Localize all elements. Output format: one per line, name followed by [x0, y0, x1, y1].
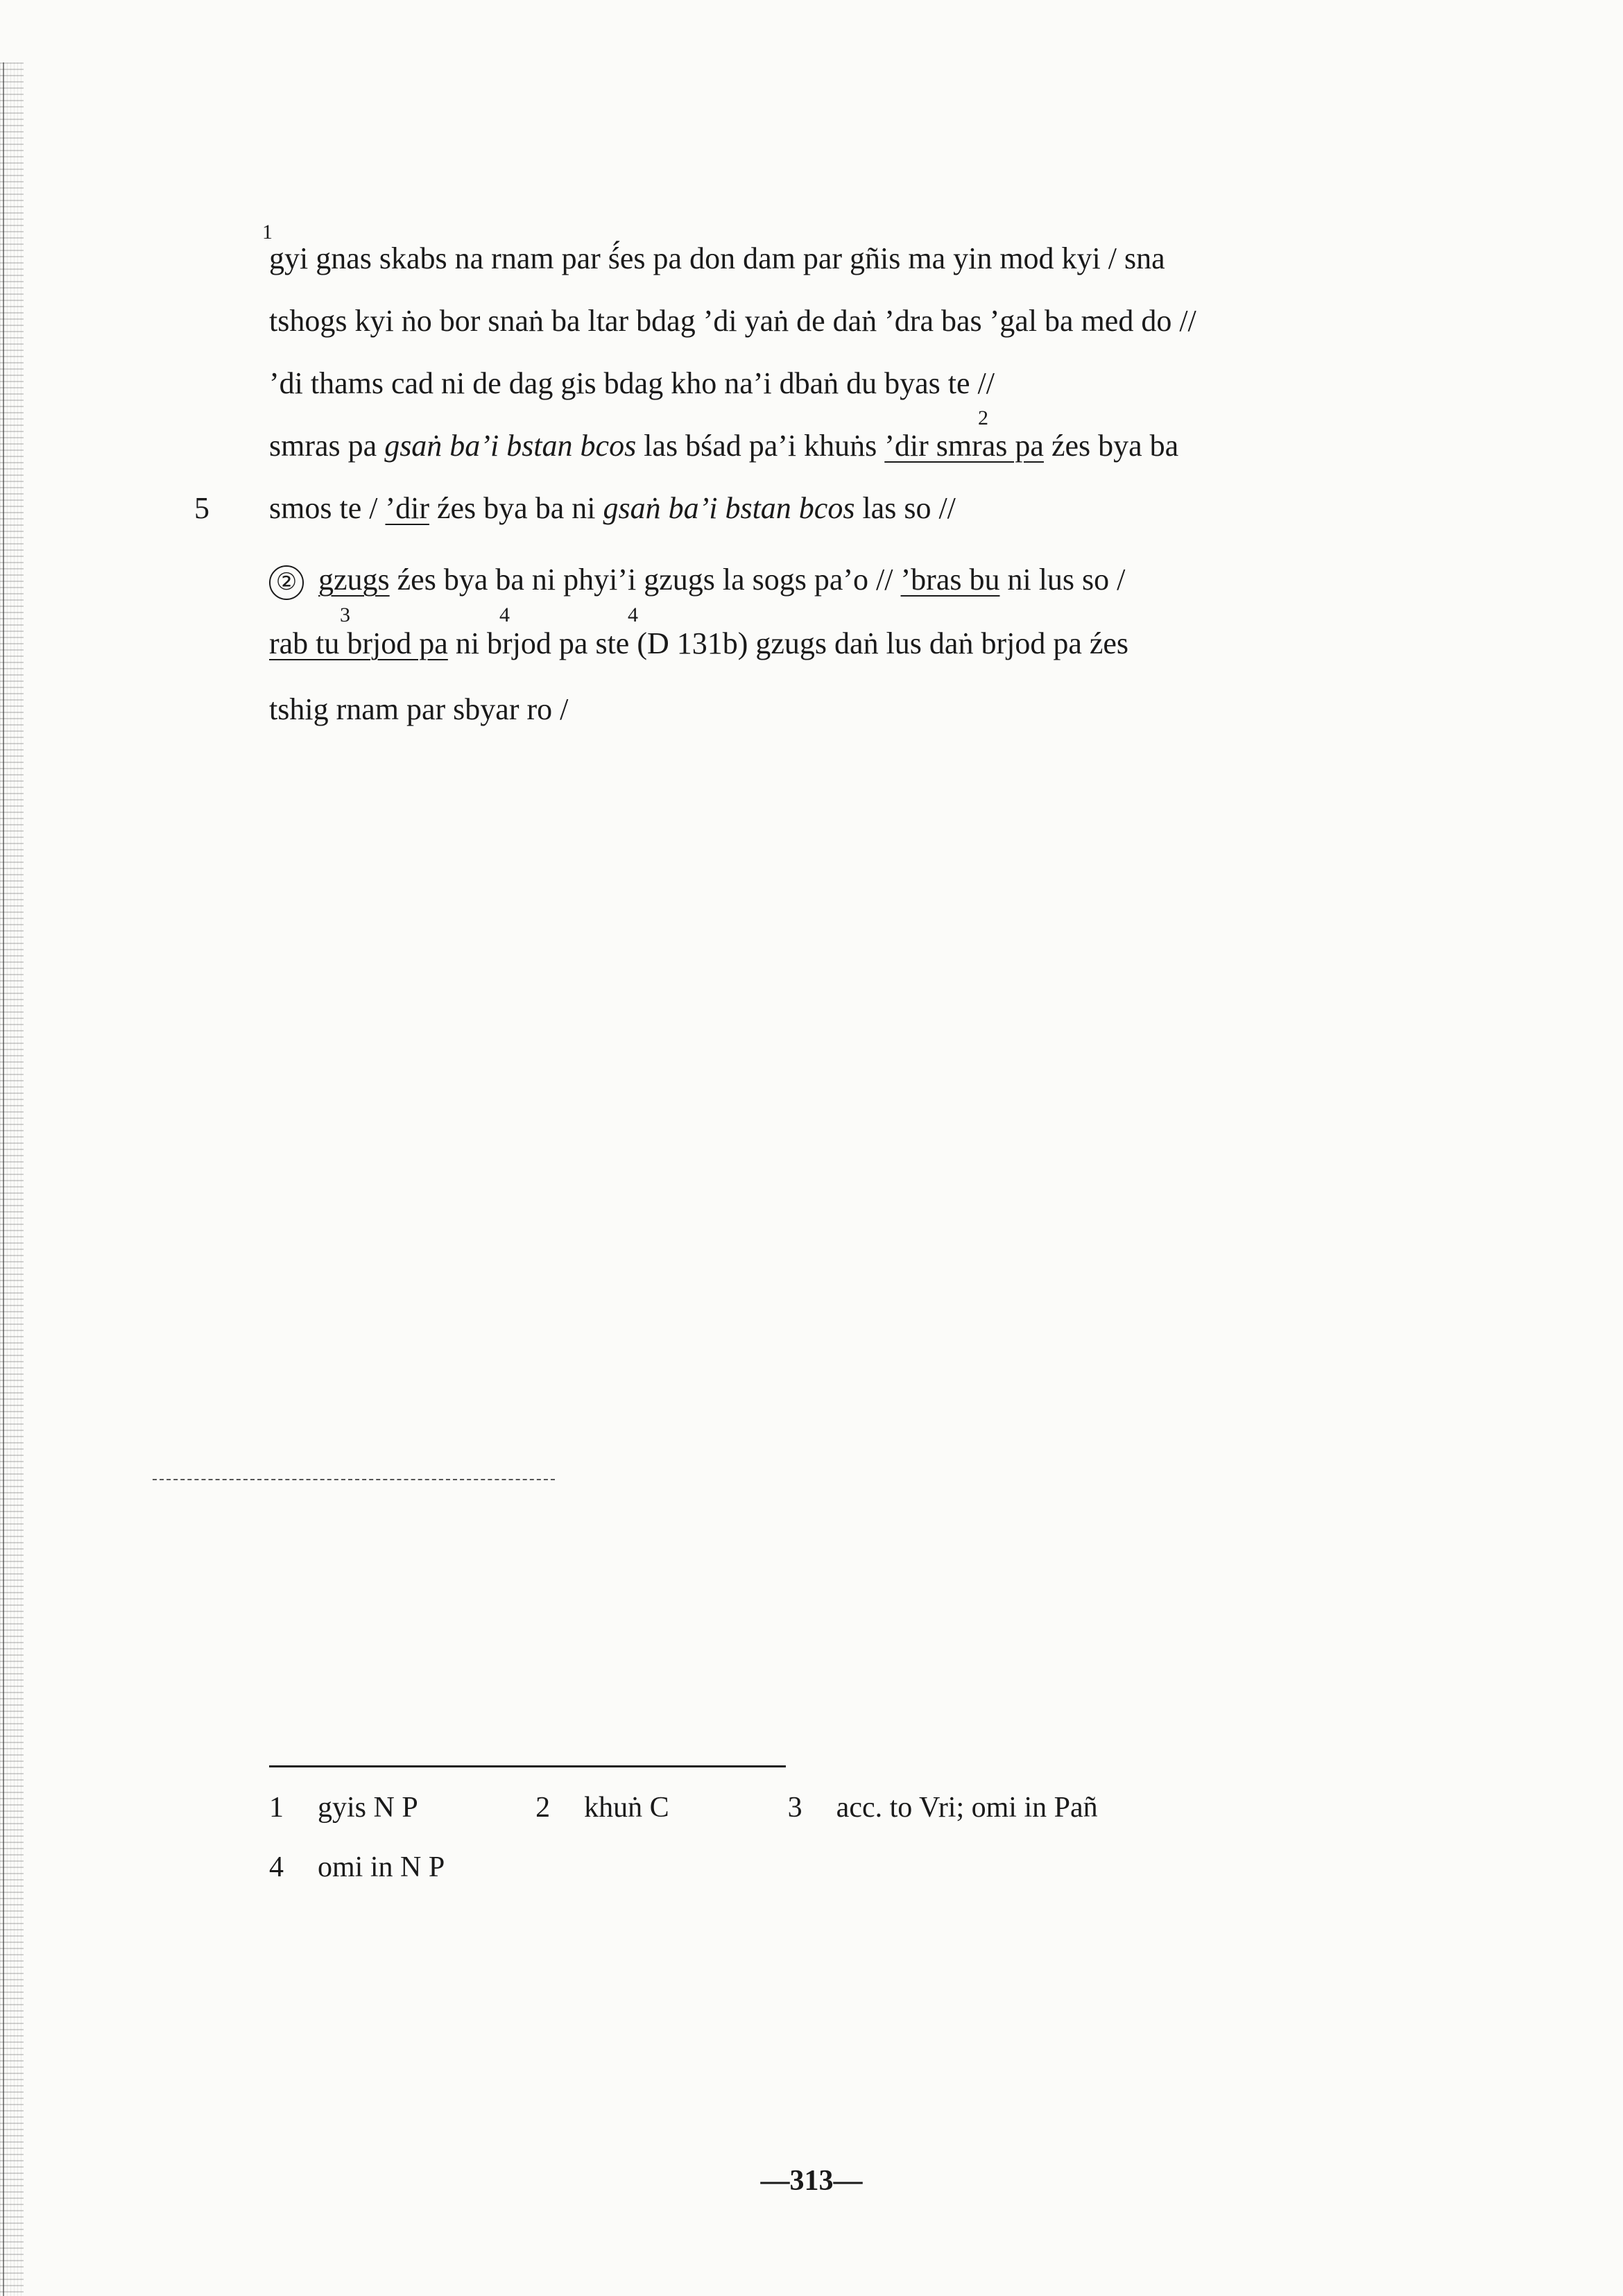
text-segment: ni brjod pa ste (D 131b) gzugs daṅ lus daṅ brjod pa źes: [455, 626, 1129, 660]
text-segment: las so //: [862, 491, 956, 525]
dashed-separator: [153, 1479, 555, 1480]
footnote-row-2: [269, 1849, 445, 1885]
text-segment: źes bya ba: [1051, 429, 1179, 463]
footnote-rule: [269, 1765, 786, 1767]
circled-number: ②: [269, 565, 304, 600]
footnote-number: 2: [535, 1792, 551, 1824]
footnote-ref-4a: 4: [499, 603, 510, 626]
text-line-4: [269, 427, 1178, 465]
text-line-7: [269, 624, 1128, 663]
text-segment: las bśad pa’i khuṅs: [644, 429, 877, 463]
underlined-term: ’dir smras pa: [884, 429, 1044, 463]
footnote-row-1: [269, 1790, 1098, 1826]
underlined-term: ’dir: [385, 491, 429, 525]
text-line-2: tshogs kyi ṅo bor snaṅ ba ltar bdag ’di yaṅ de daṅ ’dra bas ’gal ba med do //: [269, 304, 1196, 338]
italic-title: gsaṅ ba’i bstan bcos: [603, 491, 855, 525]
text-line-3: ’di thams cad ni de dag gis bdag kho na’i dbaṅ du byas te //: [269, 366, 995, 400]
text-line-1: gyi gnas skabs na rnam par ś́es pa don dam par gñis ma yin mod kyi / sna: [269, 241, 1165, 275]
underlined-term: rab tu brjod pa: [269, 626, 448, 660]
footnote-number: 3: [787, 1792, 802, 1824]
footnote-text: khuṅ C: [584, 1792, 669, 1824]
footnote-text: acc. to Vri; omi in Pañ: [836, 1792, 1098, 1824]
text-segment: smras pa: [269, 429, 377, 463]
text-line-8: tshig rnam par sbyar ro /: [269, 692, 569, 726]
text-segment: źes bya ba ni: [436, 491, 596, 525]
underlined-term: gzugs: [318, 563, 390, 597]
footnote-ref-4b: 4: [628, 603, 638, 626]
text-segment: ni lus so /: [1007, 563, 1126, 597]
scan-edge-line: [3, 62, 4, 2296]
text-segment: smos te /: [269, 491, 378, 525]
footnote-ref-3: 3: [340, 603, 350, 626]
footnote-ref-2: 2: [978, 406, 988, 429]
text-line-5: [269, 489, 956, 528]
footnote-number: 1: [269, 1792, 284, 1824]
text-segment: źes bya ba ni phyi’i gzugs la sogs pa’o //: [397, 563, 893, 597]
text-line-6: [269, 560, 1125, 600]
underlined-term: ’bras bu: [900, 563, 1000, 597]
italic-title: gsaṅ ba’i bstan bcos: [384, 429, 637, 463]
footnote-number: 4: [269, 1851, 284, 1883]
footnote-text: omi in N P: [318, 1851, 445, 1883]
page-number: —313—: [760, 2165, 863, 2197]
footnote-text: gyis N P: [318, 1792, 418, 1824]
footnote-ref-1: 1: [262, 221, 273, 243]
line-number: 5: [194, 491, 209, 525]
